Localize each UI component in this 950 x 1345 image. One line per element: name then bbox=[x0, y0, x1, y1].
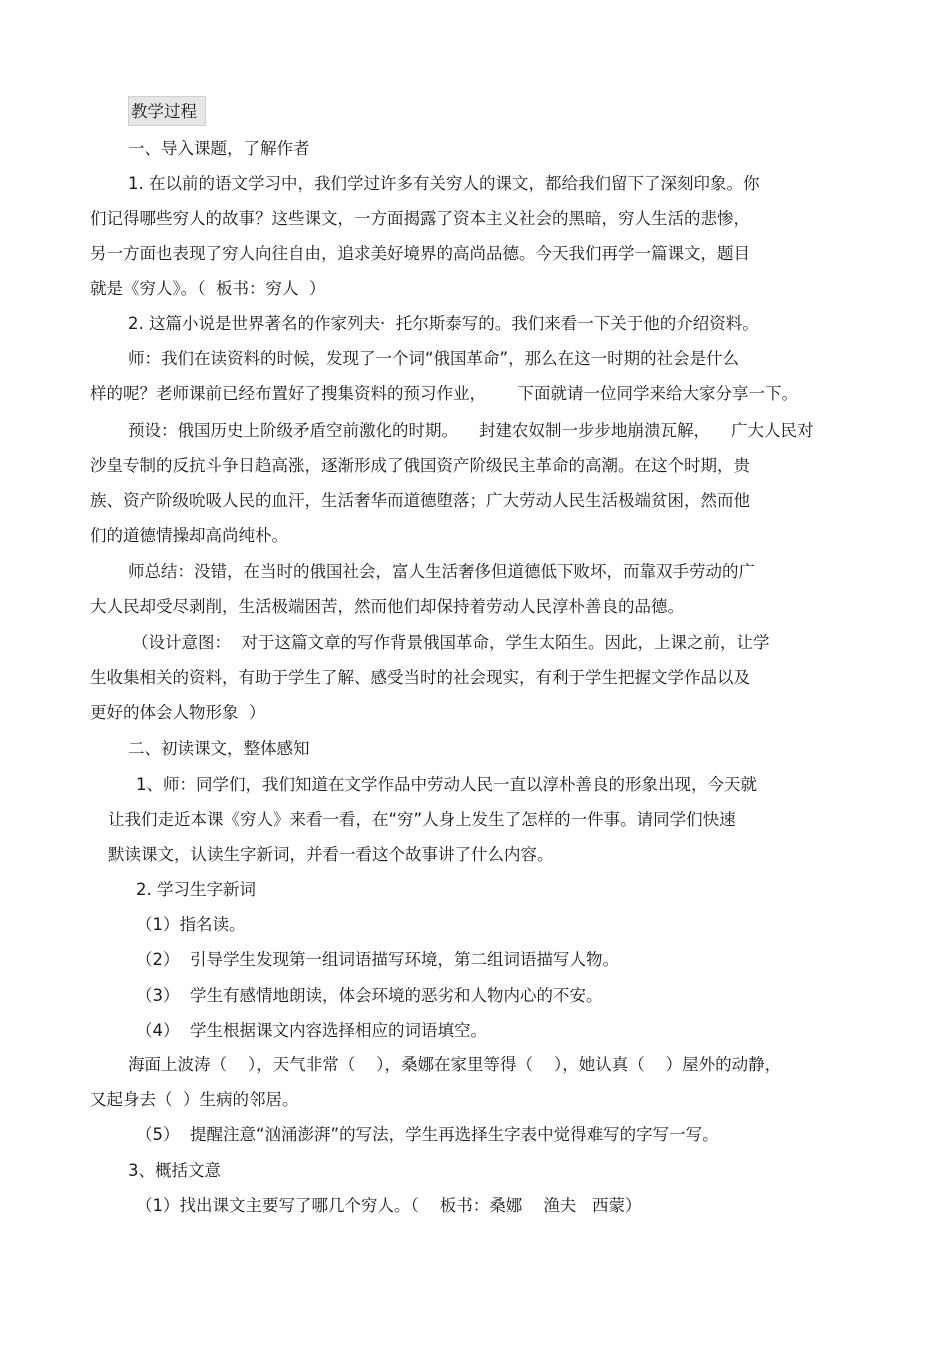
text-line: （设计意图： 对于这篇文章的写作背景俄国革命，学生太陌生。因此，上课之前，让学 bbox=[132, 633, 770, 652]
text-line: （2） 引导学生发现第一组词语描写环境，第二组词语描写人物。 bbox=[136, 950, 619, 969]
text-line: 更好的体会人物形象 ） bbox=[90, 703, 266, 722]
text-line: 二、初读课文，整体感知 bbox=[128, 739, 310, 758]
text-line: 3、概括文意 bbox=[128, 1161, 221, 1180]
text-line: 又起身去（ ）生病的邻居。 bbox=[90, 1090, 299, 1109]
text-line: 大人民却受尽剥削，生活极端困苦，然而他们却保持着劳动人民淳朴善良的品德。 bbox=[90, 597, 684, 616]
text-line: 们记得哪些穷人的故事？这些课文，一方面揭露了资本主义社会的黑暗，穷人生活的悲惨， bbox=[90, 209, 750, 228]
text-line: 师总结：没错，在当时的俄国社会，富人生活奢侈但道德低下败坏，而靠双手劳动的广 bbox=[128, 562, 755, 581]
text-line: 沙皇专制的反抗斗争日趋高涨，逐渐形成了俄国资产阶级民主革命的高潮。在这个时期，贵 bbox=[90, 456, 750, 475]
text-line: 生收集相关的资料，有助于学生了解、感受当时的社会现实，有利于学生把握文学作品以及 bbox=[90, 668, 750, 687]
text-line: 预设：俄国历史上阶级矛盾空前激化的时期。 封建农奴制一步步地崩溃瓦解， 广大人民对 bbox=[128, 421, 814, 440]
text-line: 另一方面也表现了穷人向往自由，追求美好境界的高尚品德。今天我们再学一篇课文，题目 bbox=[90, 244, 750, 263]
text-line: 样的呢？老师课前已经布置好了搜集资料的预习作业， 下面就请一位同学来给大家分享一下。 bbox=[90, 384, 798, 403]
text-line: 1、师：同学们，我们知道在文学作品中劳动人民一直以淳朴善良的形象出现，今天就 bbox=[136, 775, 757, 794]
text-line: 1. 在以前的语文学习中，我们学过许多有关穷人的课文，都给我们留下了深刻印象。你 bbox=[128, 174, 760, 193]
text-line: 2. 这篇小说是世界著名的作家列夫· 托尔斯泰写的。我们来看一下关于他的介绍资料。 bbox=[128, 314, 759, 333]
text-line: （4） 学生根据课文内容选择相应的词语填空。 bbox=[136, 1021, 487, 1040]
text-line: 海面上波涛（ ），天气非常（ ），桑娜在家里等得（ ），她认真（ ）屋外的动静， bbox=[128, 1055, 782, 1074]
text-line: 让我们走近本课《穷人》来看一看，在“穷”人身上发生了怎样的一件事。请同学们快速 bbox=[108, 810, 736, 829]
text-line: 师：我们在读资料的时候，发现了一个词“俄国革命”，那么在这一时期的社会是什么 bbox=[128, 349, 740, 368]
text-line: 一、导入课题，了解作者 bbox=[128, 139, 310, 158]
text-line: 就是《穷人》。（ 板书：穷人 ） bbox=[90, 279, 326, 298]
text-line: 2. 学习生字新词 bbox=[136, 880, 256, 899]
text-line: 族、资产阶级吮吸人民的血汗，生活奢华而道德堕落；广大劳动人民生活极端贫困，然而他 bbox=[90, 491, 750, 510]
text-line: （5） 提醒注意“汹涌澎湃”的写法，学生再选择生字表中觉得难写的字写一写。 bbox=[136, 1125, 719, 1144]
text-line: （3） 学生有感情地朗读，体会环境的恶劣和人物内心的不安。 bbox=[136, 986, 603, 1005]
section-heading: 教学过程 bbox=[131, 102, 197, 121]
text-line: 们的道德情操却高尚纯朴。 bbox=[90, 526, 288, 545]
text-line: 默读课文，认读生字新词，并看一看这个故事讲了什么内容。 bbox=[108, 845, 554, 864]
section-heading-box bbox=[128, 96, 206, 126]
text-line: （1）找出课文主要写了哪几个穷人。（ 板书：桑娜 渔夫 西蒙） bbox=[136, 1196, 642, 1215]
text-line: （1）指名读。 bbox=[136, 915, 246, 934]
